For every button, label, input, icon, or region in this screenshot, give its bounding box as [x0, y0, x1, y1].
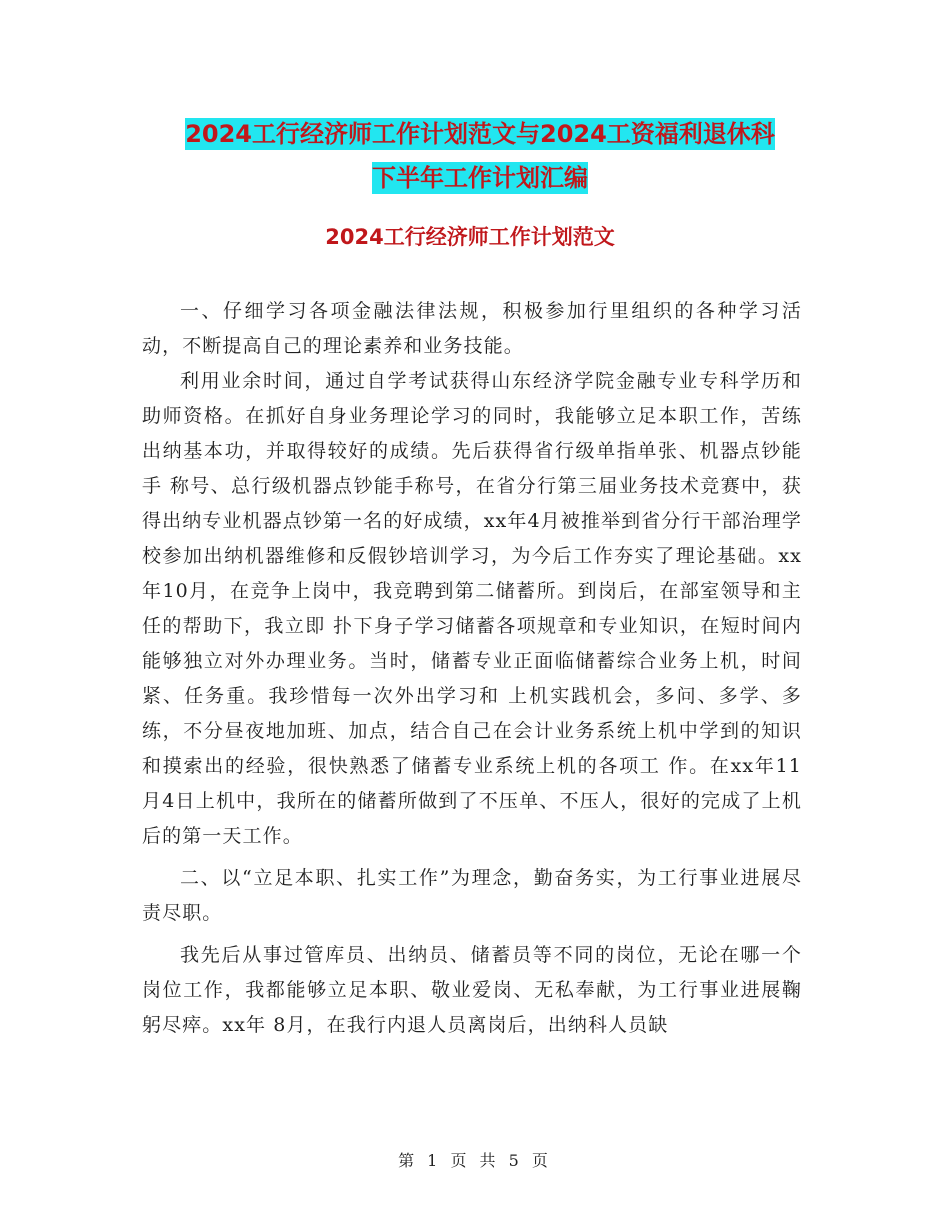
paragraph-1: 一、仔细学习各项金融法律法规，积极参加行里组织的各种学习活动，不断提高自己的理论素养和业务技能。	[142, 300, 802, 357]
paragraph-4: 我先后从事过管库员、出纳员、储蓄员等不同的岗位，无论在哪一个岗位工作，我都能够立足本职、敬业爱岗、无私奉献，为工行事业进展鞠躬尽瘁。xx年 8月，在我行内退人员离岗后，出纳科人员缺	[142, 944, 802, 1036]
paragraph-3: 二、以“立足本职、扎实工作”为理念，勤奋务实，为工行事业进展尽责尽职。	[142, 867, 802, 924]
document-title	[140, 112, 820, 200]
page-footer: 第 1 页 共 5 页	[398, 1151, 552, 1170]
paragraph-2: 利用业余时间，通过自学考试获得山东经济学院金融专业专科学历和助师资格。在抓好自身业务理论学习的同时，我能够立足本职工作，苦练出纳基本功，并取得较好的成绩。先后获得省行级单指单张、机器点钞能手 称号、总行级机器点钞能手称号，在省分行第三届业务技术竞赛中，获得出纳专业机器点钞第一名的好成绩，xx年4月被推举到省分行干部治理学校参加出纳机器维修和反假钞培训学习，为今后工作夯实了理论基础。xx年10月，在竞争上岗中，我竞聘到第二储蓄所。到岗后，在部室领导和主任的帮助下，我立即 扑下身子学习储蓄各项规章和专业知识，在短时间内能够独立对外办理业务。当时，储蓄专业正面临储蓄综合业务上机，时间紧、任务重。我珍惜每一次外出学习和 上机实践机会，多问、多学、多练，不分昼夜地加班、加点，结合自己在会计业务系统上机中学到的知识和摸索出的经验，很快熟悉了储蓄专业系统上机的各项工 作。在xx年11月4日上机中，我所在的储蓄所做到了不压单、不压人，很好的完成了上机后的第一天工作。	[142, 370, 802, 847]
section-title: 2024工行经济师工作计划范文	[325, 225, 615, 249]
document-body	[142, 294, 802, 1043]
document-title-line1: 2024工行经济师工作计划范文与2024工资福利退休科	[185, 120, 775, 148]
document-title-line2: 下半年工作计划汇编	[372, 164, 588, 192]
